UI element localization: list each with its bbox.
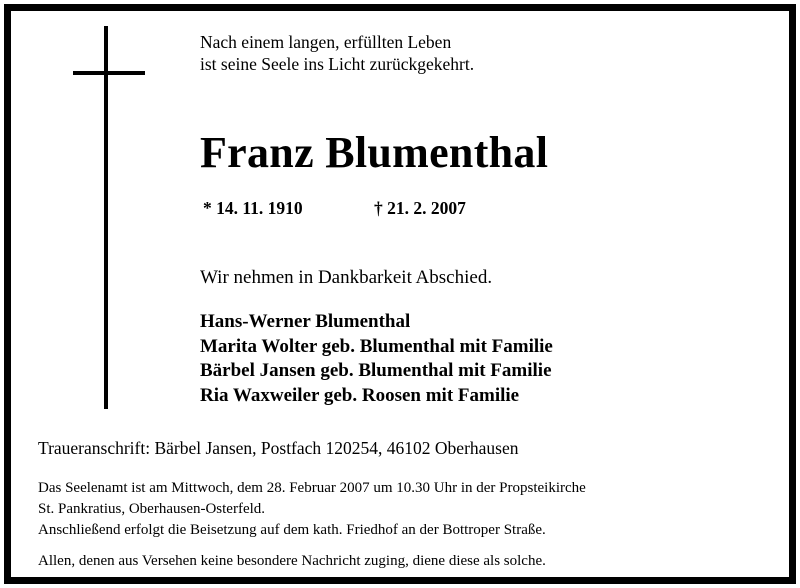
mourner-name: Ria Waxweiler geb. Roosen mit Familie [200,384,520,406]
intro-line: ist seine Seele ins Licht zurückgekehrt. [200,54,475,74]
birth-date: * 14. 11. 1910 [203,198,303,218]
mourner-name: Bärbel Jansen geb. Blumenthal mit Familie [200,360,552,381]
death-date: † 21. 2. 2007 [374,198,466,218]
intro-verse [200,31,474,75]
cross-icon [104,26,108,409]
closing-note: Allen, denen aus Versehen keine besondere Nachricht zuging, diene diese als solche. [38,553,546,569]
service-line: Anschließend erfolgt die Beisetzung auf dem kath. Friedhof an der Bottroper Straße. [38,522,546,538]
farewell-text: Wir nehmen in Dankbarkeit Abschied. [200,267,493,288]
service-line: St. Pankratius, Oberhausen-Osterfeld. [38,501,266,517]
service-info [38,478,678,541]
mourner-name: Hans-Werner Blumenthal [200,311,411,332]
condolence-address: Traueranschrift: Bärbel Jansen, Postfach 120254, 46102 Oberhausen [38,438,519,458]
deceased-name: Franz Blumenthal [200,128,549,177]
mourners-list [200,310,553,408]
obituary-notice [4,4,796,584]
intro-line: Nach einem langen, erfüllten Leben [200,32,452,52]
mourner-name: Marita Wolter geb. Blumenthal mit Familie [200,335,553,357]
cross-icon-bar [73,71,145,75]
service-line: Das Seelenamt ist am Mittwoch, dem 28. Februar 2007 um 10.30 Uhr in der Propsteikirche [38,480,586,496]
